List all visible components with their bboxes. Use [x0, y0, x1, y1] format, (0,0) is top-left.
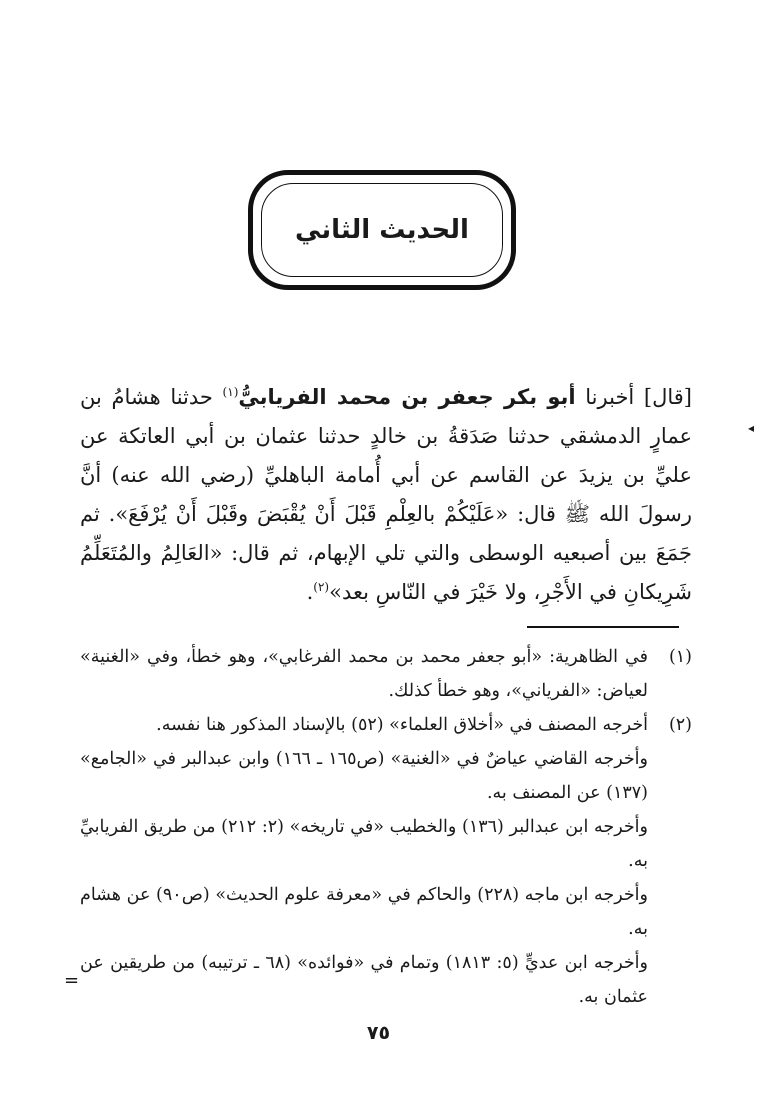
footnote-text: في الظاهرية: «أبو جعفر محمد بن محمد الفرغابي»، وهو خطأ، وفي «الغنية» لعياض: «الفرياني»، وهو خطأ كذلك.: [80, 647, 648, 701]
footnote-separator: [527, 626, 679, 628]
narrator-name: أبو بكر جعفر بن محمد الفريابيُّ: [238, 385, 576, 409]
title-frame: [248, 170, 516, 290]
footnote-paragraph: وأخرجه القاضي عياضٌ في «الغنية» (ص١٦٥ ـ ١٦٦) وابن عبدالبر في «الجامع» (١٣٧) عن المصنف به.: [80, 749, 648, 803]
footnote-paragraph: وأخرجه ابن ماجه (٢٢٨) والحاكم في «معرفة علوم الحديث» (ص٩٠) عن هشام به.: [80, 885, 648, 939]
hadith-text: [80, 378, 692, 612]
footnote-paragraph: وأخرجه ابن عديٍّ (٥: ١٨١٣) وتمام في «فوائده» (٦٨ ـ ترتيبه) من طريقين عن عثمان به.: [80, 953, 648, 1007]
footnote-number: (١): [668, 647, 692, 667]
footnote-ref-2: (٢): [313, 580, 330, 594]
footnote-ref-1: (١): [222, 385, 239, 399]
footnote-number: (٢): [668, 715, 692, 735]
title-inner-frame: [261, 183, 503, 277]
margin-marker: ◂: [748, 421, 755, 435]
footnote-2: [80, 708, 692, 742]
footnote-text: أخرجه المصنف في «أخلاق العلماء» (٥٢) بالإسناد المذكور هنا نفسه.: [156, 715, 648, 735]
body-end: .: [306, 580, 314, 604]
body-intro: [قال] أخبرنا: [575, 385, 692, 409]
footnote-1: [80, 640, 692, 708]
footnote-paragraph: وأخرجه ابن عبدالبر (١٣٦) والخطيب «في تاريخه» (٢: ٢١٢) من طريق الفريابيِّ به.: [80, 817, 648, 871]
page-number: ٧٥: [366, 1022, 391, 1044]
chapter-title: الحديث الثاني: [295, 215, 469, 245]
body-main: حدثنا هشامُ بن عمارٍ الدمشقي حدثنا صَدَقةُ بن خالدٍ حدثنا عثمان بن أبي العاتكة عن عليِّ بن يزيدَ عن القاسم عن أبي أُمامة الباهليِّ (رضي الله عنه) أنَّ رسولَ الله ﷺ قال: «عَلَيْكُمْ بالعِلْمِ قَبْلَ أَنْ يُقْبَضَ وقَبْلَ أَنْ يُرْفَعَ». ثم جَمَعَ بين أصبعيه الوسطى والتي تلي الإبهام، ثم قال: «العَالِمُ والمُتَعَلِّمُ شَرِيكانِ في الأَجْرِ، ولا خَيْرَ في النّاسِ بعد»: [80, 385, 692, 604]
continuation-marker: =: [64, 970, 80, 991]
footnotes: [80, 640, 692, 1014]
